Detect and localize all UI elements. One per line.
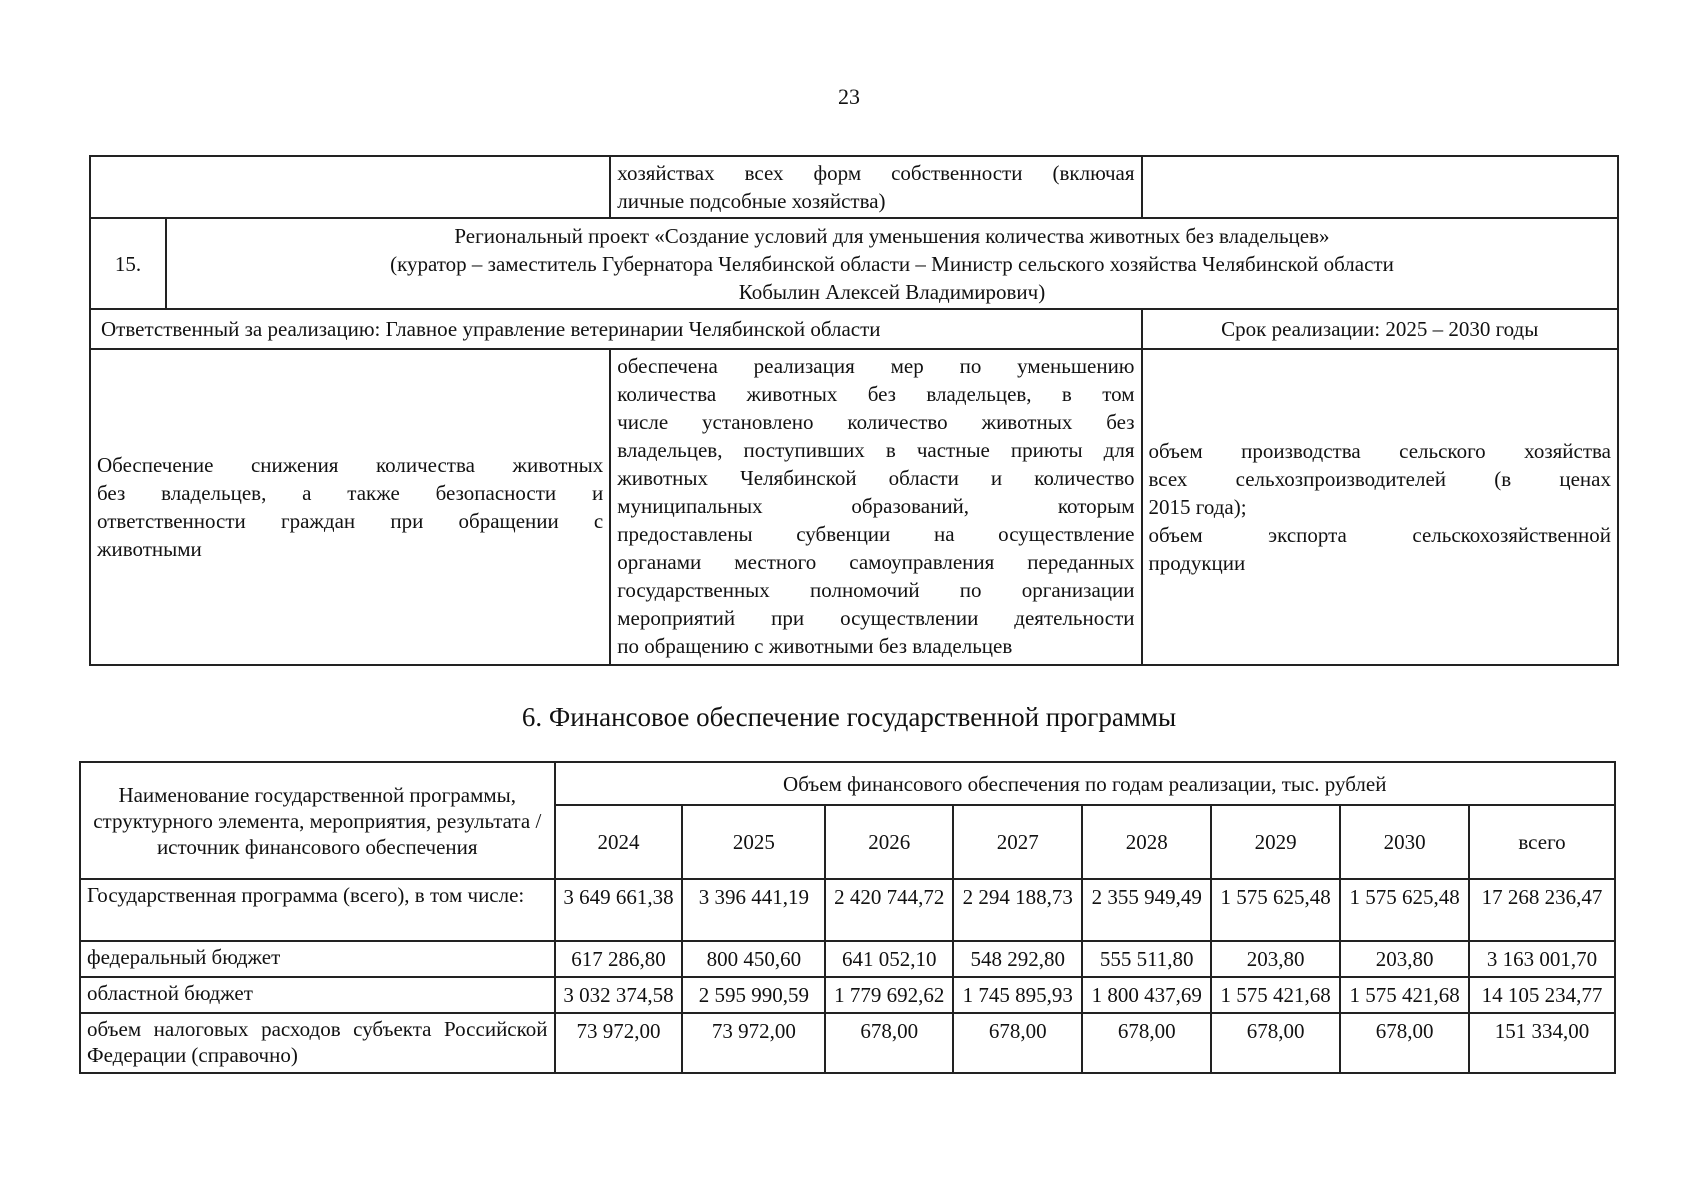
indicator-line: объем экспорта сельскохозяйственной bbox=[1148, 523, 1611, 547]
task-line: животными bbox=[97, 537, 202, 561]
year-header: 2030 bbox=[1340, 805, 1469, 879]
result-line: государственных полномочий по организации bbox=[617, 578, 1135, 602]
table-cell: 3 396 441,19 bbox=[682, 879, 825, 941]
table-row bbox=[80, 941, 1615, 977]
table-cell: 1 575 421,68 bbox=[1340, 977, 1469, 1013]
table-cell: 73 972,00 bbox=[682, 1013, 825, 1073]
indicator-line: 2015 года); bbox=[1148, 495, 1247, 519]
table-header-row bbox=[80, 762, 1615, 805]
result-line: количества животных без владельцев, в том bbox=[617, 382, 1135, 406]
result-line: органами местного самоуправления переданных bbox=[617, 550, 1135, 574]
row-name: областной бюджет bbox=[80, 977, 555, 1013]
table-cell: 678,00 bbox=[1340, 1013, 1469, 1073]
table-cell: 17 268 236,47 bbox=[1469, 879, 1615, 941]
table-cell: 678,00 bbox=[825, 1013, 953, 1073]
table-cell: 555 511,80 bbox=[1082, 941, 1211, 977]
name-column-header: Наименование государственной программы, структурного элемента, мероприятия, результата / источник финансового обеспечения bbox=[80, 762, 555, 879]
empty-cell bbox=[1142, 156, 1619, 218]
year-header: 2025 bbox=[682, 805, 825, 879]
table-cell: 800 450,60 bbox=[682, 941, 825, 977]
period-cell: Срок реализации: 2025 – 2030 годы bbox=[1142, 309, 1619, 349]
table-cell: 1 575 625,48 bbox=[1211, 879, 1340, 941]
project-curator-name: Кобылин Алексей Владимирович) bbox=[738, 279, 1046, 304]
table-row bbox=[90, 349, 1618, 665]
table-cell: 617 286,80 bbox=[555, 941, 683, 977]
table-row bbox=[90, 156, 1618, 218]
project-title-line: Региональный проект «Создание условий для уменьшения количества животных без владельцев» bbox=[454, 223, 1330, 248]
empty-cell bbox=[90, 156, 610, 218]
result-line: владельцев, поступивших в частные приюты для bbox=[617, 438, 1135, 462]
section-title: 6. Финансовое обеспечение государственной программы bbox=[521, 702, 1177, 732]
table-cell: 678,00 bbox=[953, 1013, 1082, 1073]
table-cell: 1 779 692,62 bbox=[825, 977, 953, 1013]
table-cell: 641 052,10 bbox=[825, 941, 953, 977]
table-row bbox=[80, 977, 1615, 1013]
continued-text-line: личные подсобные хозяйства) bbox=[617, 189, 886, 213]
page-number: 23 bbox=[838, 84, 860, 109]
year-header: 2026 bbox=[825, 805, 953, 879]
table-cell: 678,00 bbox=[1211, 1013, 1340, 1073]
result-line: животных Челябинской области и количество bbox=[617, 466, 1135, 490]
year-header: 2029 bbox=[1211, 805, 1340, 879]
table-cell: 3 032 374,58 bbox=[555, 977, 683, 1013]
project-curator-line: (куратор – заместитель Губернатора Челябинской области – Министр сельского хозяйства Челябинской области bbox=[390, 251, 1394, 276]
table-cell: 14 105 234,77 bbox=[1469, 977, 1615, 1013]
table-cell: 203,80 bbox=[1340, 941, 1469, 977]
table-cell: 151 334,00 bbox=[1469, 1013, 1615, 1073]
table-cell: 678,00 bbox=[1082, 1013, 1211, 1073]
result-line: числе установлено количество животных без bbox=[617, 410, 1135, 434]
table-cell: 1 575 421,68 bbox=[1211, 977, 1340, 1013]
continued-text-line: хозяйствах всех форм собственности (включая bbox=[617, 161, 1135, 185]
task-line: Обеспечение снижения количества животных bbox=[97, 453, 604, 477]
year-header: 2028 bbox=[1082, 805, 1211, 879]
result-line: по обращению с животными без владельцев bbox=[617, 634, 1013, 658]
responsible-cell: Ответственный за реализацию: Главное управление ветеринарии Челябинской области bbox=[90, 309, 1142, 349]
table-cell: 2 595 990,59 bbox=[682, 977, 825, 1013]
row-number: 15. bbox=[90, 218, 166, 309]
result-cell bbox=[610, 349, 1141, 665]
result-line: муниципальных образований, которым bbox=[617, 494, 1135, 518]
table-cell: 3 163 001,70 bbox=[1469, 941, 1615, 977]
indicator-cell bbox=[1142, 349, 1619, 665]
row-name: федеральный бюджет bbox=[80, 941, 555, 977]
table-row bbox=[80, 1013, 1615, 1073]
table-cell: 548 292,80 bbox=[953, 941, 1082, 977]
table-cell: 73 972,00 bbox=[555, 1013, 683, 1073]
task-cell bbox=[90, 349, 610, 665]
task-line: ответственности граждан при обращении с bbox=[97, 509, 604, 533]
finance-table bbox=[79, 761, 1616, 1074]
table-cell: 1 745 895,93 bbox=[953, 977, 1082, 1013]
table-row bbox=[90, 309, 1618, 349]
result-line: предоставлены субвенции на осуществление bbox=[617, 522, 1135, 546]
task-line: без владельцев, а также безопасности и bbox=[97, 481, 604, 505]
table-cell: 203,80 bbox=[1211, 941, 1340, 977]
table-cell: 2 420 744,72 bbox=[825, 879, 953, 941]
structural-elements-table bbox=[89, 155, 1619, 666]
total-header: всего bbox=[1469, 805, 1615, 879]
year-header: 2024 bbox=[555, 805, 683, 879]
table-cell: 2 355 949,49 bbox=[1082, 879, 1211, 941]
result-line: обеспечена реализация мер по уменьшению bbox=[617, 354, 1135, 378]
indicator-line: объем производства сельского хозяйства bbox=[1148, 439, 1611, 463]
table-cell: 1 575 625,48 bbox=[1340, 879, 1469, 941]
year-header: 2027 bbox=[953, 805, 1082, 879]
table-cell: 2 294 188,73 bbox=[953, 879, 1082, 941]
result-line: мероприятий при осуществлении деятельности bbox=[617, 606, 1135, 630]
table-row bbox=[80, 879, 1615, 941]
row-name: Государственная программа (всего), в том числе: bbox=[80, 879, 555, 941]
continued-text-cell bbox=[610, 156, 1141, 218]
project-title-cell bbox=[166, 218, 1618, 309]
indicator-line: продукции bbox=[1148, 551, 1246, 575]
table-cell: 1 800 437,69 bbox=[1082, 977, 1211, 1013]
indicator-line: всех сельхозпроизводителей (в ценах bbox=[1148, 467, 1611, 491]
table-row bbox=[90, 218, 1618, 309]
table-cell: 3 649 661,38 bbox=[555, 879, 683, 941]
volume-header: Объем финансового обеспечения по годам реализации, тыс. рублей bbox=[555, 762, 1616, 805]
row-name: объем налоговых расходов субъекта Российской Федерации (справочно) bbox=[80, 1013, 555, 1073]
